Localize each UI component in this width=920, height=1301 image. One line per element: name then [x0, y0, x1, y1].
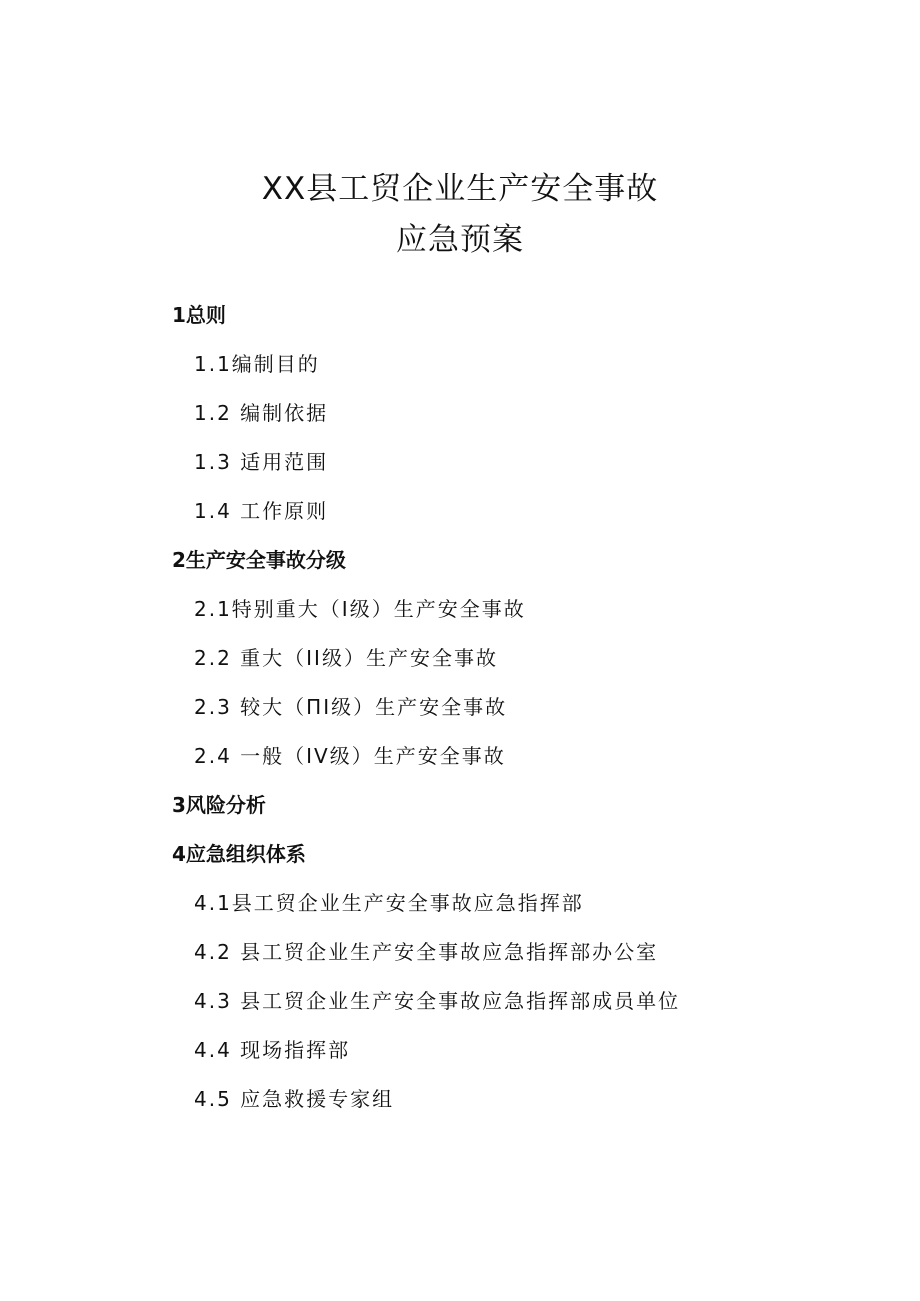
toc-section-item: 1.1编制目的 [194, 352, 320, 376]
toc-chapter-heading: 2生产安全事故分级 [172, 548, 346, 572]
document-title-line2: 应急预案 [396, 222, 524, 258]
toc-section-item: 2.2 重大（II级）生产安全事故 [194, 646, 498, 670]
toc-section-item: 4.4 现场指挥部 [194, 1038, 351, 1062]
toc-chapter-heading: 3风险分析 [172, 793, 266, 817]
toc-section-item: 2.4 一般（IV级）生产安全事故 [194, 744, 506, 768]
toc-section-item: 2.3 较大（ΠI级）生产安全事故 [194, 695, 508, 719]
document-title-line1: XX县工贸企业生产安全事故 [261, 171, 659, 207]
toc-section-item: 4.3 县工贸企业生产安全事故应急指挥部成员单位 [194, 989, 681, 1013]
toc-section-item: 4.2 县工贸企业生产安全事故应急指挥部办公室 [194, 940, 659, 964]
toc-section-item: 1.4 工作原则 [194, 499, 329, 523]
toc-chapter-heading: 4应急组织体系 [172, 842, 306, 866]
toc-section-item: 1.3 适用范围 [194, 450, 329, 474]
toc-section-item: 4.1县工贸企业生产安全事故应急指挥部 [194, 891, 584, 915]
toc-section-item: 4.5 应急救援专家组 [194, 1087, 395, 1111]
toc-chapter-heading: 1总则 [172, 303, 226, 327]
toc-section-item: 1.2 编制依据 [194, 401, 329, 425]
toc-section-item: 2.1特别重大（I级）生产安全事故 [194, 597, 526, 621]
